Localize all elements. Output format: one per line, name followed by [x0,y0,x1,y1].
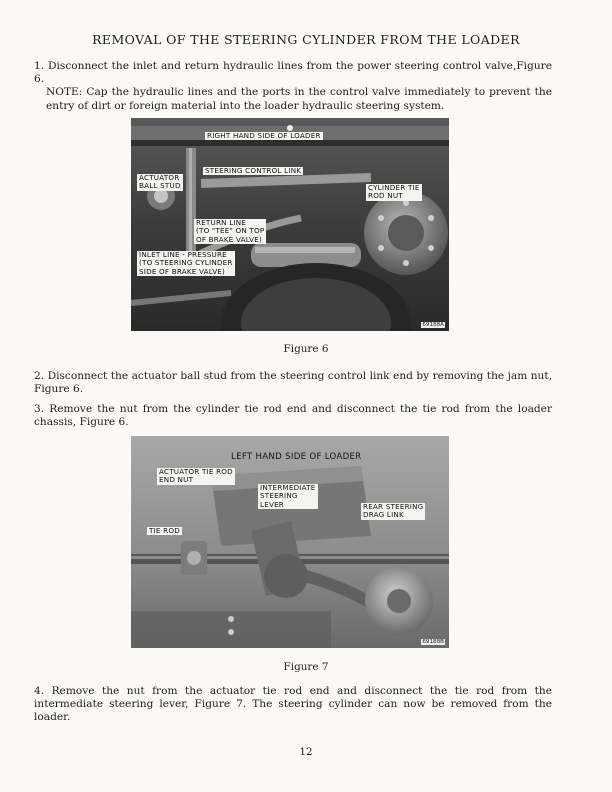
step-1 [34,60,552,113]
step-3-number: 3. [34,403,45,415]
figure-7-photo [131,436,449,648]
label-actuator-tie-rod-end-nut: ACTUATOR TIE ROD END NUT [159,467,233,485]
figure-7-caption: Figure 7 [283,661,329,673]
step-1-number: 1. [34,60,45,72]
figure-6-photo [131,118,449,331]
label-right-hand-side: RIGHT HAND SIDE OF LOADER [207,131,321,140]
step-4-number: 4. [34,685,45,697]
figure-6-illustration [131,118,449,331]
label-actuator-ball-stud: ACTUATOR BALL STUD [139,173,181,191]
step-4-text: Remove the nut from the actuator tie rod end and disconnect the tie rod from the intermediate steering lever, Figure 7. The steering cylinder can now be removed from the loader. [34,685,552,724]
figure-7-photo-id: 69188B [422,639,444,645]
step-2-number: 2. [34,370,45,382]
label-intermediate-steering-lever: INTERMEDIATE STEERING LEVER [260,483,316,509]
step-2 [34,370,552,396]
page-title: REMOVAL OF THE STEERING CYLINDER FROM THE LOADER [92,32,520,47]
step-4 [34,685,552,725]
label-inlet-line: INLET LINE - PRESSURE (TO STEERING CYLINDER SIDE OF BRAKE VALVE) [139,250,233,276]
step-2-text: Disconnect the actuator ball stud from the steering control link end by removing the jam nut, Figure 6. [34,370,552,396]
figure-6-caption: Figure 6 [283,343,329,355]
label-left-hand-side: LEFT HAND SIDE OF LOADER [231,452,362,462]
step-1-text: Disconnect the inlet and return hydraulic lines from the power steering control valve,Figure 6. [34,60,552,86]
page-number: 12 [299,746,313,758]
label-tie-rod: TIE ROD [149,526,180,535]
label-return-line: RETURN LINE (TO "TEE" ON TOP OF BRAKE VALVE) [196,218,265,244]
step-1-note: NOTE: Cap the hydraulic lines and the ports in the control valve immediately to prevent the entry of dirt or foreign material into the loader hydraulic steering system. [46,86,552,112]
figure-6-photo-id: 69188A [422,322,444,328]
step-3-text: Remove the nut from the cylinder tie rod end and disconnect the tie rod from the loader chassis, Figure 6. [34,403,553,429]
step-3 [34,403,552,429]
label-steering-control-link: STEERING CONTROL LINK [205,166,302,175]
label-rear-steering-drag-link: REAR STEERING DRAG LINK [363,502,424,520]
label-cylinder-tie-rod-nut: CYLINDER TIE ROD NUT [368,183,420,201]
